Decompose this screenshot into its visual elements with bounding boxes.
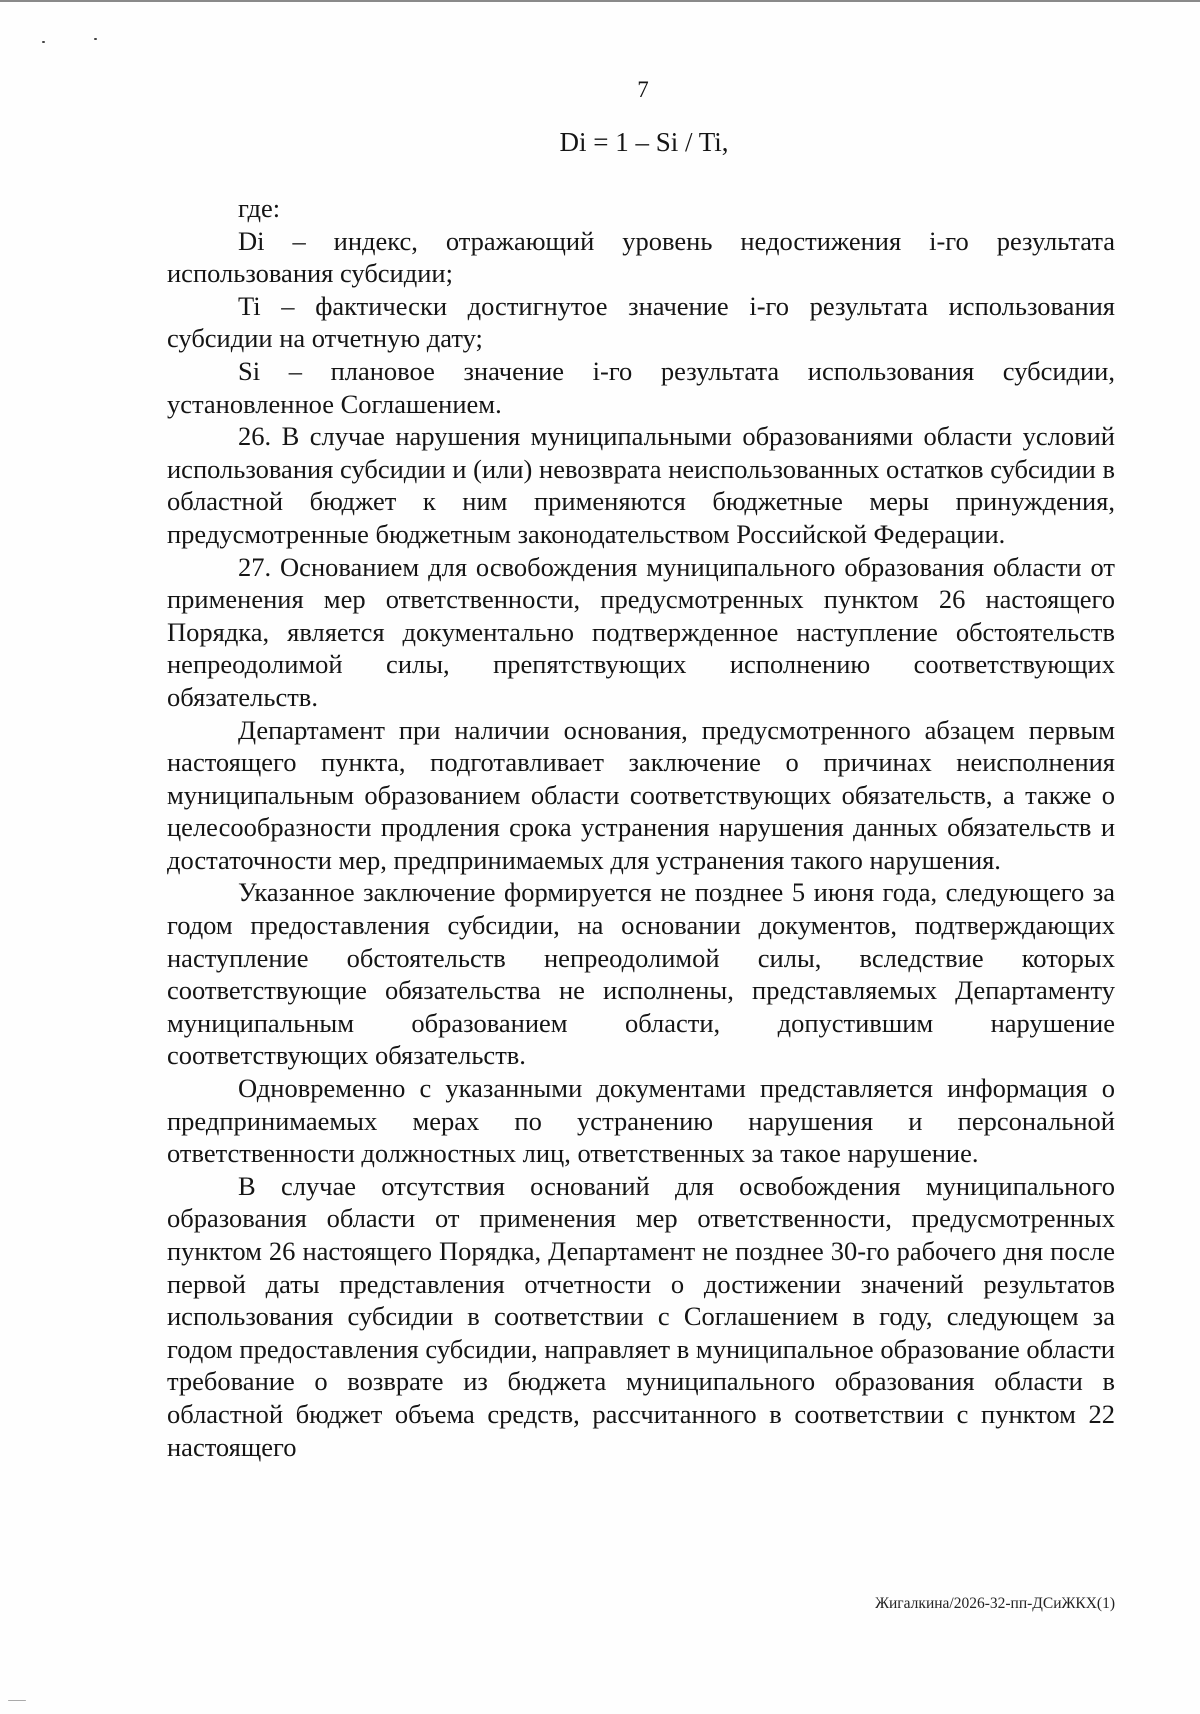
scan-speck bbox=[94, 38, 97, 40]
formula: Di = 1 – Si / Ti, bbox=[559, 127, 729, 157]
paragraph-26: 26. В случае нарушения муниципальными образованиями области условий использования субсидии и (или) невозврата неиспользованных остатков субсидии в областной бюджет к ним применяются бюджетные меры принуждения, предусмотренные бюджетным законодательством Российской Федерации. bbox=[167, 421, 1115, 549]
where-label: где: bbox=[238, 193, 281, 223]
paragraph-department: Департамент при наличии основания, предусмотренного абзацем первым настоящего пункта, подготавливает заключение о причинах неисполнения муниципальным образованием области соответствующих обязательств, а также о целесообразности продления срока устранения нарушения данных обязательств и достаточности мер, предпринимаемых для устранения такого нарушения. bbox=[167, 714, 1115, 875]
page-number: 7 bbox=[637, 77, 649, 102]
scan-edge bbox=[0, 0, 1200, 2]
paragraph-absence: В случае отсутствия оснований для освобождения муниципального образования области от применения мер ответственности, предусмотренных пунктом 26 настоящего Порядка, Департамент не позднее 30-го рабочего дня после первой даты представления отчетности о достижении значений результатов использования субсидии в соответствии с Соглашением в году, следующем за годом предоставления субсидии, направляет в муниципальное образование области требование о возврате из бюджета муниципального образования области в областной бюджет объема средств, рассчитанного в соответствии с пунктом 22 настоящего bbox=[167, 1170, 1115, 1462]
definition-si: Si – плановое значение i-го результата использования субсидии, установленное Соглашением. bbox=[167, 355, 1115, 419]
definition-di: Di – индекс, отражающий уровень недостижения i-го результата использования субсидии; bbox=[167, 225, 1115, 289]
document-body bbox=[167, 192, 1115, 1463]
scan-speck bbox=[42, 41, 45, 43]
scan-speck bbox=[8, 1700, 26, 1701]
definition-ti: Ti – фактически достигнутое значение i-го результата использования субсидии на отчетную дату; bbox=[167, 290, 1115, 354]
footer-document-code: Жигалкина/2026-32-пп-ДСиЖКХ(1) bbox=[875, 1595, 1115, 1612]
paragraph-27: 27. Основанием для освобождения муниципального образования области от применения мер ответственности, предусмотренных пунктом 26 настоящего Порядка, является документально подтвержденное наступление обстоятельств непреодолимой силы, препятствующих исполнению соответствующих обязательств. bbox=[167, 551, 1115, 712]
paragraph-conclusion: Указанное заключение формируется не позднее 5 июня года, следующего за годом предоставления субсидии, на основании документов, подтверждающих наступление обстоятельств непреодолимой силы, вследствие которых соответствующие обязательства не исполнены, представляемых Департаменту муниципальным образованием области, допустившим нарушение соответствующих обязательств. bbox=[167, 877, 1115, 1071]
paragraph-simultaneously: Одновременно с указанными документами представляется информация о предпринимаемых мерах по устранению нарушения и персональной ответственности должностных лиц, ответственных за такое нарушение. bbox=[167, 1073, 1115, 1169]
